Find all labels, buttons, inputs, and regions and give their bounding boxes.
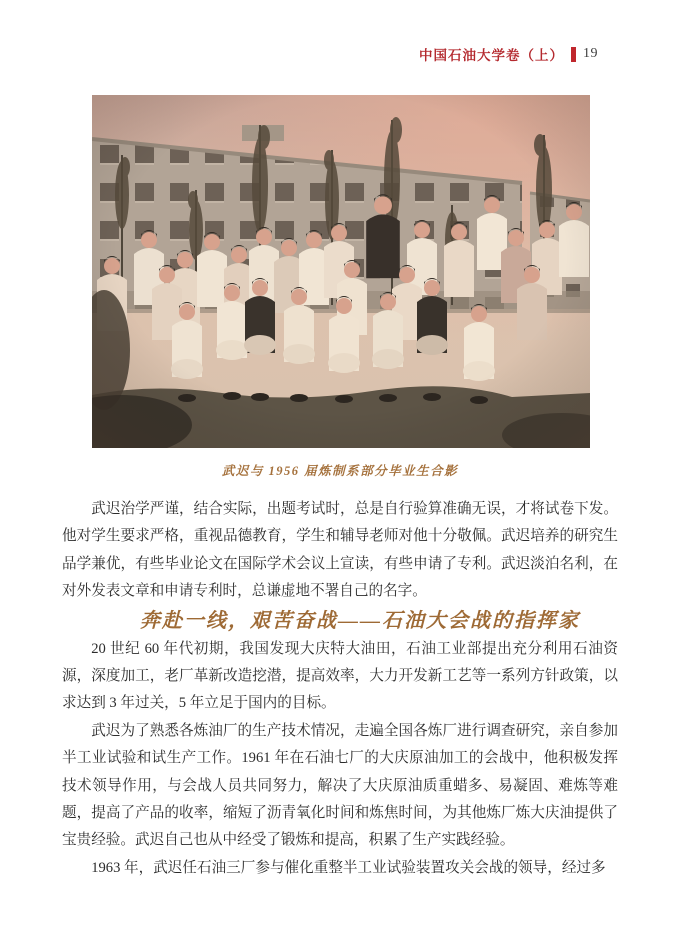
class-photo: [92, 95, 590, 448]
body-paragraph: 20 世纪 60 年代初期，我国发现大庆特大油田，石油工业部提出充分利用石油资源，深度加工，老厂革新改造挖潜，提高效率，大力开发新工艺等一系列方针政策，以求达到 3 年过关，5 年立足于国内的目标。: [62, 640, 618, 712]
body-paragraph: 1963 年，武迟任石油三厂参与催化重整半工业试验装置攻关会战的领导，经过多: [91, 859, 606, 876]
body-paragraph: 武迟为了熟悉各炼油厂的生产技术情况，走遍全国各炼厂进行调查研究，亲自参加半工业试验和试生产工作。1961 年在石油七厂的大庆原油加工的会战中，他积极发挥技术领导作用，与会战人员共同努力，解决了大庆原油质重蜡多、易凝固、难炼等难题，提高了产品的收率，缩短了沥青氧化时间和炼焦时间，为其他炼厂炼大庆油提供了宝贵经验。武迟自己也从中经受了锻炼和提高，积累了生产实践经验。: [62, 722, 618, 849]
body-paragraph: 武迟治学严谨，结合实际，出题考试时，总是自行验算准确无误，才将试卷下发。他对学生要求严格，重视品德教育，学生和辅导老师对他十分敬佩。武迟培养的研究生品学兼优，有些毕业论文在国际学术会议上宣读，有些申请了专利。武迟淡泊名利，在对外发表文章和申请专利时，总谦虚地不署自己的名字。: [62, 501, 618, 600]
body-text: [62, 496, 618, 882]
section-heading: 奔赴一线，艰苦奋战——石油大会战的指挥家: [140, 609, 580, 632]
header-divider-bar: [571, 47, 576, 62]
page-number: 19: [583, 46, 598, 61]
class-photo-illustration: [92, 95, 590, 448]
running-header-title: 中国石油大学卷（上）: [419, 48, 564, 63]
photo-caption: 武迟与 1956 届炼制系部分毕业生合影: [221, 464, 459, 478]
running-header: [419, 44, 598, 64]
